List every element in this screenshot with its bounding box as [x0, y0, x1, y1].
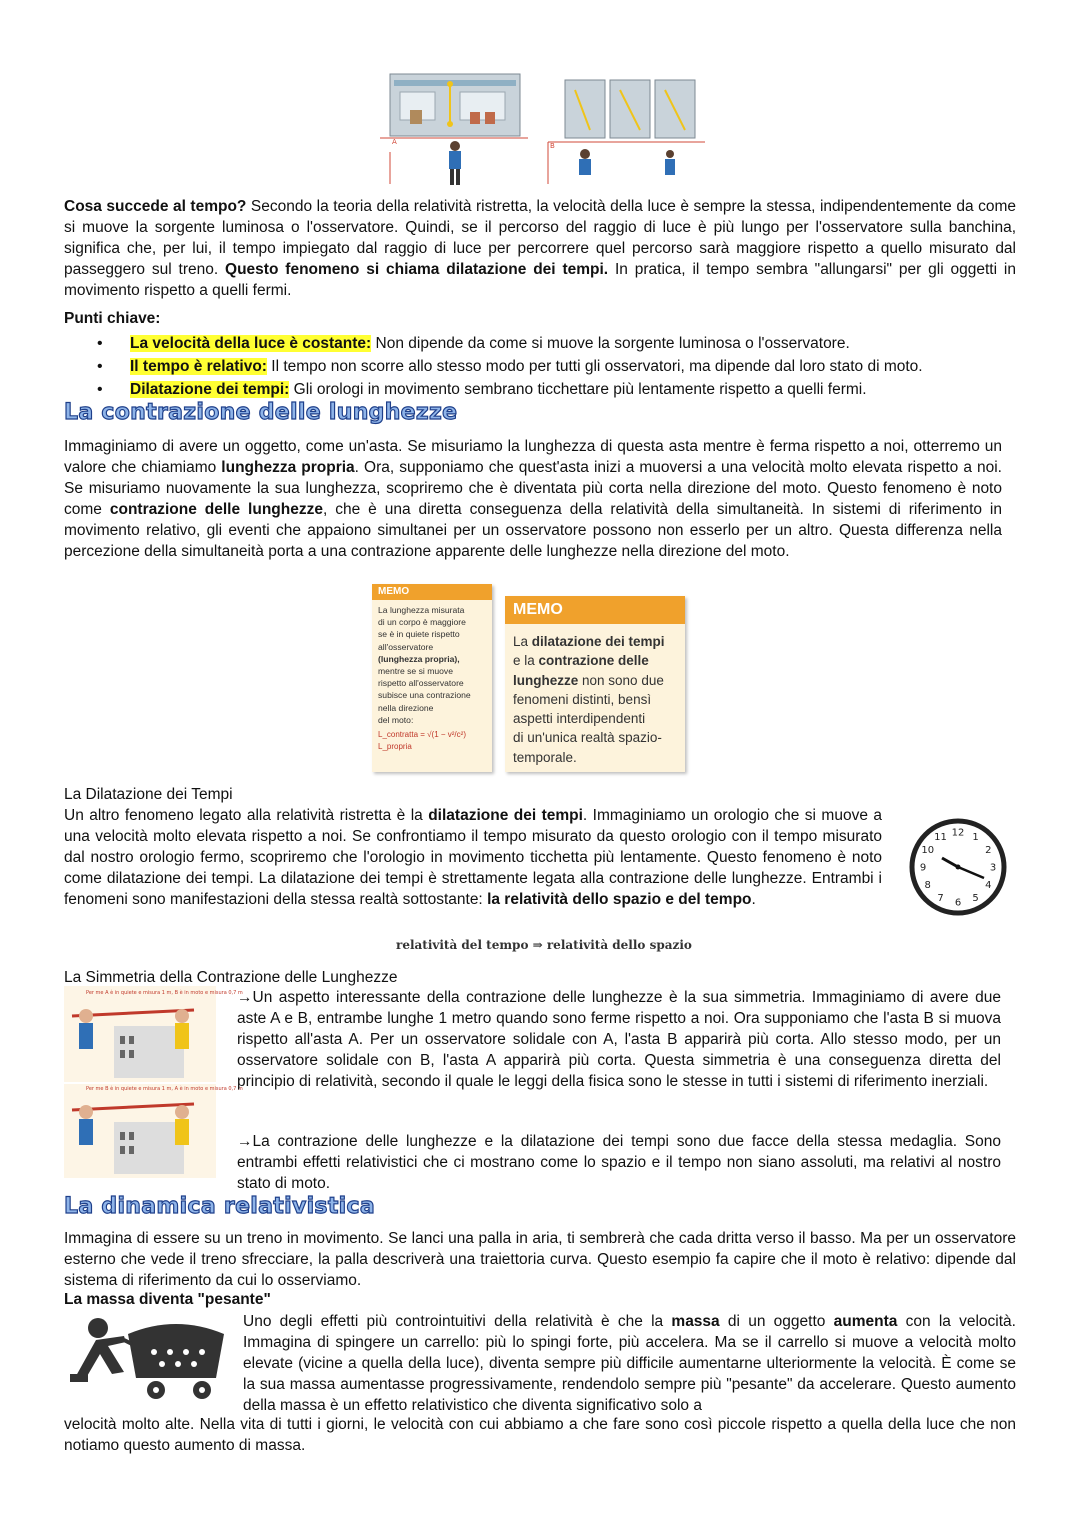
key-point-item: [64, 356, 1024, 377]
memo-big-line: fenomeni distinti, bensì: [513, 691, 652, 707]
clock-numeral: 7: [937, 892, 944, 904]
clock-numeral: 3: [989, 862, 997, 874]
dynamics-paragraph: Immagina di essere su un treno in movimento. Se lanci una palla in aria, ti sembrerà che cada dritta verso il basso. Ma per un osservatore esterno che vede il treno sfrecciare, la palla descriverà una traiettoria curva. Questo esempio fa capire che il moto è relativo: dipende dal sistema di riferimento da cui lo osserviamo.: [64, 1230, 1016, 1289]
time-dilation-paragraph: [64, 805, 882, 910]
mass-text-2: di un oggetto: [719, 1313, 834, 1330]
key-point-key: Dilatazione dei tempi:: [130, 381, 290, 398]
intro-paragraph: [64, 196, 1016, 301]
key-points: [64, 308, 1024, 402]
memo-big-line: aspetti interdipendenti: [513, 711, 646, 727]
memo-small-line: subisce una contrazione: [378, 690, 471, 701]
intro-text-3: In pratica, il tempo sembra "allungarsi" per gli oggetti in movimento rispetto a quelli fermi.: [64, 261, 1016, 299]
contraction-bold-2: contrazione delle lunghezze: [109, 501, 323, 518]
time-dilation-text-3: .: [751, 891, 756, 908]
clock-numeral: 8: [924, 880, 931, 891]
mass-bold-2: aumenta: [833, 1313, 898, 1330]
mass-paragraph-end: velocità molto alte. Nella vita di tutti i giorni, le velocità con cui abbiamo a che fare sono così piccole rispetto a quella della luce che non notiamo questo aumento di massa.: [64, 1416, 1016, 1454]
memo-big-line: La dilatazione dei tempi: [513, 634, 665, 649]
memo-small-line: (lunghezza propria),: [378, 653, 460, 664]
memo-big: [505, 596, 685, 772]
memo-small-line: di un corpo è maggiore: [378, 617, 466, 628]
key-point-text: Il tempo non scorre allo stesso modo per tutti gli osservatori, ma dipende dal loro stato di moto.: [266, 358, 923, 375]
memo-big-line: e la contrazione delle: [513, 653, 649, 669]
memo-small-line: se è in quiete rispetto: [378, 629, 460, 640]
contraction-bold-1: lunghezza propria: [221, 459, 355, 476]
mass-subtitle: La massa diventa "pesante": [64, 1291, 271, 1308]
memo-small-line: del moto:: [378, 714, 414, 725]
symmetry-title: La Simmetria della Contrazione delle Lunghezze: [64, 969, 398, 986]
clock-numeral: 1: [972, 832, 979, 844]
time-dilation-bold-2: la relatività dello spazio e del tempo: [487, 891, 752, 908]
time-dilation-text-2: . Immaginiamo un orologio che si muove a una velocità molto elevata rispetto a noi. Se confrontiamo il tempo misurato da questo orologio con il tempo misurato dal nostro orologio fermo, scopriremo che l'orologio in movimento ticchetta più lentamente. Questo fenomeno è noto come dilatazione dei tempi. La dilatazione dei tempi è strettamente legata alla contrazione delle lunghezze. Entrambi i fenomeni sono manifestazioni della stessa realtà sottostante:: [64, 807, 882, 908]
memo-small-line: nella direzione: [378, 702, 434, 713]
memo-big-line: di un'unica realtà spazio-: [513, 730, 662, 746]
train-light-illustration: [370, 62, 710, 190]
memo-big-head: MEMO: [505, 596, 685, 624]
memo-small-line: all'osservatore: [378, 641, 434, 652]
clock-numeral: 6: [954, 897, 962, 909]
clock-numeral: 2: [985, 845, 992, 856]
intro-bold-2: Questo fenomeno si chiama dilatazione dei tempi.: [225, 261, 609, 278]
section-title-dynamics: La dinamica relativistica: [64, 1194, 375, 1219]
symmetry-paragraph-1: →Un aspetto interessante della contrazione delle lunghezze è la sua simmetria. Immaginiamo di avere due aste A e B, entrambe lunghe 1 metro quando sono ferme rispetto a noi. Ora supponiamo che l'asta B si muova rispetto all'asta A. Per un osservatore solidale con A, l'asta B apparirà più corta. Allo stesso modo, per un osservatore solidale con B, l'asta A apparirà più corta. Questa simmetria è una conseguenza diretta del principio di relatività, secondo il quale le leggi della fisica sono le stesse in tutti i sistemi di riferimento inerziali.: [237, 989, 1001, 1090]
time-dilation-bold-1: dilatazione dei tempi: [428, 807, 583, 824]
time-dilation-text-1: Un altro fenomeno legato alla relatività ristretta è la: [64, 807, 429, 824]
memo-small-line: La lunghezza misurata: [378, 605, 465, 615]
key-points-title: Punti chiave:: [64, 310, 161, 327]
mass-text-1: Uno degli effetti più controintuitivi della relatività è che la: [243, 1313, 672, 1330]
formula-line: relatività del tempo ⇒ relatività dello spazio: [396, 938, 692, 952]
memo-big-line: lunghezze non sono due: [513, 672, 664, 688]
symmetry-paragraph-2: →La contrazione delle lunghezze e la dilatazione dei tempi sono due facce della stessa medaglia. Sono entrambi effetti relativistici che ci mostrano come lo spazio e il tempo non siano assoluti, ma relativi al nostro stato di moto.: [237, 1133, 1001, 1192]
memo-small: [372, 584, 492, 772]
contraction-paragraph: [64, 436, 1002, 562]
frame-label-left: A: [392, 138, 397, 146]
mass-text-3: con la velocità. Immagina di spingere un carrello: più lo spingi forte, più accelera. Ma se il carrello si muove a velocità molto elevate (vicine a quella della luce), diventa sempre più difficile aumentarne ulteriormente la velocità. È come se la sua massa aumentasse progressivamente, rendendolo sempre più "pesante" da accelerare. Questo aumento della massa è un effetto relativistico che diventa significativo solo a: [243, 1313, 1016, 1414]
contraction-text-1: Immaginiamo di avere un oggetto, come un'asta. Se misuriamo la lunghezza di questa asta mentre è ferma rispetto a noi, otterremo un valore che chiamiamo: [64, 438, 1002, 476]
workers-caption-1: Per me A è in quiete e misura 1 m, B è in moto e misura 0,7 m: [86, 990, 243, 996]
memo-small-line: mentre se si muove: [378, 666, 453, 677]
clock-numeral: 12: [951, 827, 965, 839]
memo-big-body: [505, 624, 685, 775]
key-point-item: [64, 379, 1024, 400]
memo-small-body: [372, 600, 492, 757]
time-dilation-title: La Dilatazione dei Tempi: [64, 786, 233, 803]
clock-numeral: 10: [921, 845, 935, 856]
memo-small-head: MEMO: [372, 584, 492, 600]
memo-big-line: temporale.: [513, 749, 577, 765]
workers-illustration: [64, 986, 243, 1178]
section-title-contraction: La contrazione delle lunghezze: [64, 400, 458, 425]
clock-icon: [906, 818, 1010, 916]
contraction-text-3: , che è una diretta conseguenza della relatività della simultaneità. In sistemi di riferimento in movimento relativo, gli eventi che appaiono simultanei per un osservatore possono non esserlo per un altro. Questa differenza nella percezione della simultaneità porta a una contrazione apparente delle lunghezze nella direzione del moto.: [64, 501, 1002, 560]
mass-paragraph: [243, 1311, 1016, 1416]
key-point-key: Il tempo è relativo:: [130, 358, 267, 375]
clock-numeral: 5: [972, 892, 979, 904]
intro-text-1: Secondo la teoria della relatività ristretta, la velocità della luce è sempre la stessa, indipendentemente da come si muove la sorgente luminosa o l'osservatore. Quindi, se il percorso del raggio di luce è più lungo per l'osservatore sulla banchina, significa che, per lui, il tempo impiegato dal raggio di luce per percorrere quel percorso sarà maggiore rispetto a quello misurato dal passeggero sul treno.: [64, 198, 1016, 278]
key-point-item: [64, 333, 1024, 354]
contraction-text-2: . Ora, supponiamo che quest'asta inizi a muoversi a una velocità molto elevata rispetto a noi. Se misuriamo nuovamente la sua lunghezza, scopriremo che è diventata più corta nella direzione del moto. Questo fenomeno è noto come: [64, 459, 1002, 518]
memo-small-line: rispetto all'osservatore: [378, 678, 464, 689]
clock-numeral: 9: [919, 862, 927, 874]
key-point-text: Non dipende da come si muove la sorgente luminosa o l'osservatore.: [371, 335, 850, 352]
intro-lead: Cosa succede al tempo?: [64, 198, 247, 215]
frame-label-right: B: [550, 142, 555, 150]
key-point-key: La velocità della luce è costante:: [130, 335, 372, 352]
cart-pusher-icon: [66, 1316, 232, 1402]
mass-bold-1: massa: [671, 1313, 720, 1330]
clock-numeral: 4: [985, 880, 992, 891]
workers-caption-2: Per me B è in quiete e misura 1 m, A è in moto e misura 0,7 m: [86, 1086, 243, 1092]
key-point-text: Gli orologi in movimento sembrano ticchettare più lentamente rispetto a quelli fermi.: [289, 381, 867, 398]
memo-small-formula: L_contratta = √(1 − v²/c²) L_propria: [378, 730, 466, 752]
clock-numeral: 11: [934, 832, 947, 844]
